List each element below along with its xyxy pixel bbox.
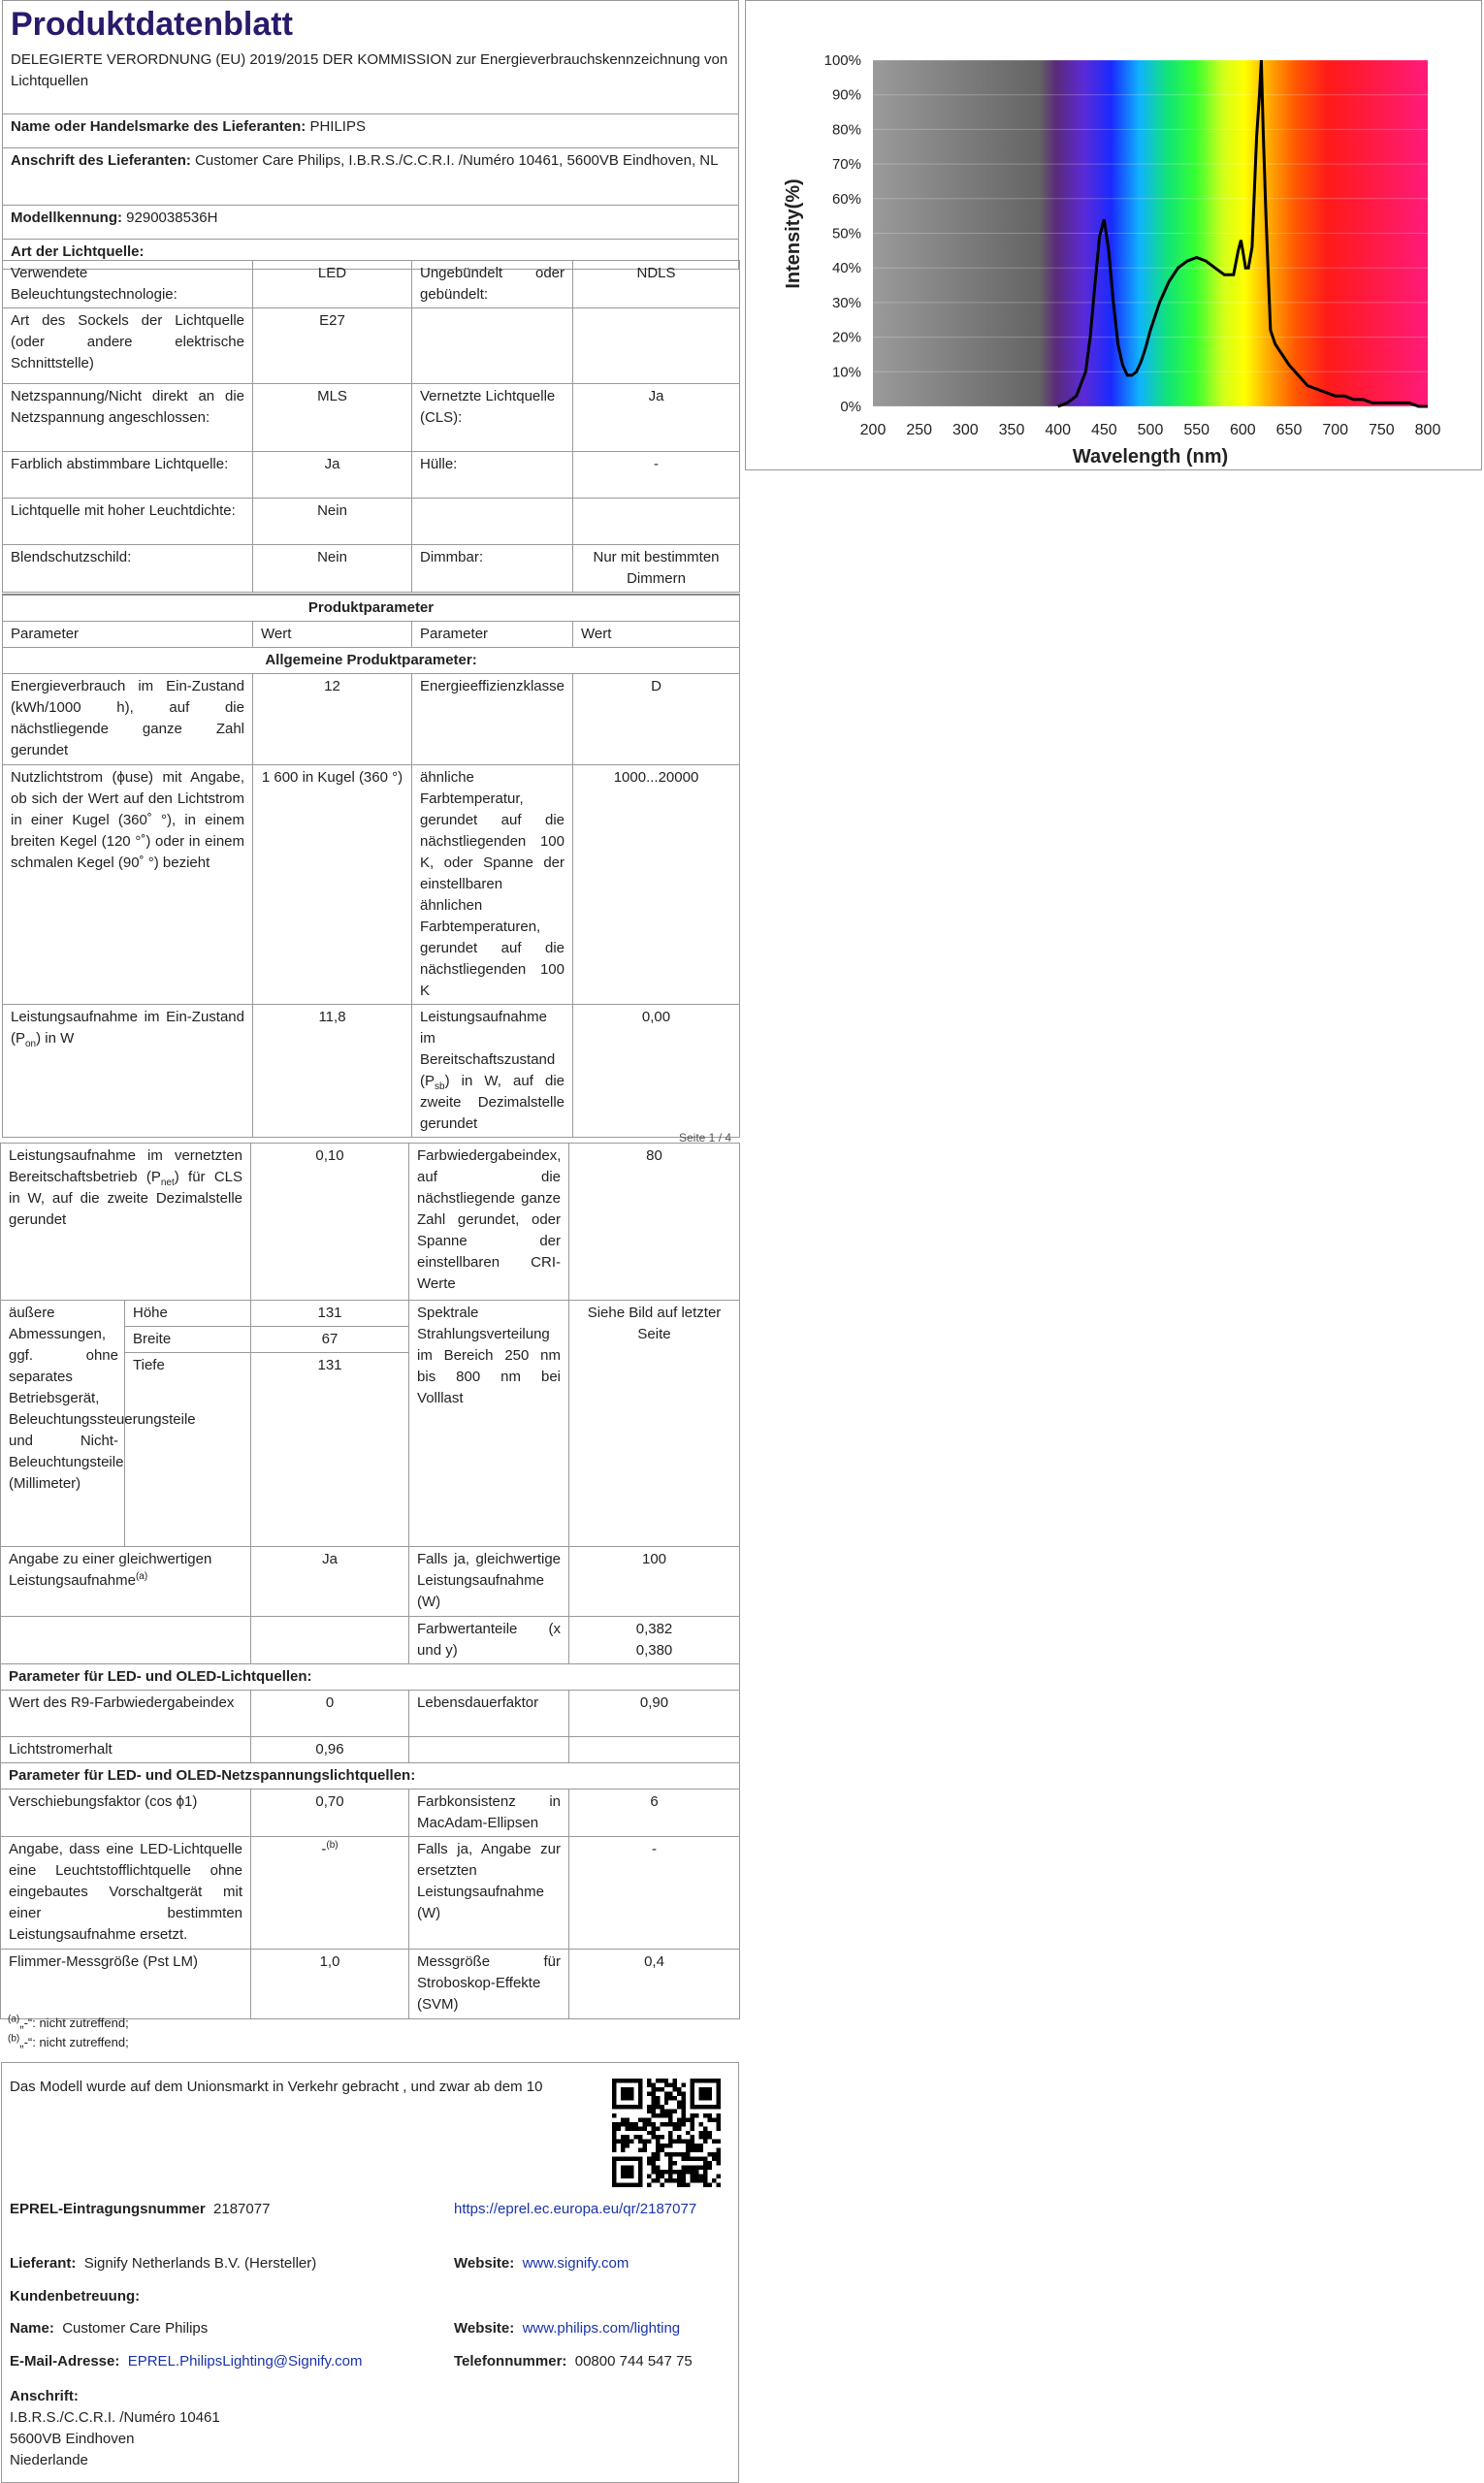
x-tick-label: 300 (952, 422, 979, 438)
param-label: Angabe zu einer gleichwertigen Leistungsaufnahme$^{(a)}$ (1, 1547, 251, 1617)
param-value: 0,00 (573, 1005, 740, 1138)
param-value: 11,8 (253, 1005, 412, 1138)
param-label: Art des Sockels der Lichtquelle (oder andere elektrische Schnittstelle) (3, 308, 253, 384)
param-value: 12 (253, 674, 412, 765)
param-value: 0,10 (251, 1144, 409, 1301)
param-label: Messgröße für Stroboskop-Effekte (SVM) (409, 1950, 569, 2019)
x-tick-label: 250 (906, 422, 933, 438)
param-value: 1,0 (251, 1950, 409, 2019)
param-value: Ja (253, 452, 412, 499)
header-table (2, 0, 739, 270)
x-axis-label: Wavelength (nm) (1072, 446, 1229, 468)
table-row (3, 261, 740, 308)
x-tick-label: 500 (1137, 422, 1164, 438)
param-label: Leistungsaufnahme im vernetzten Bereitschaftsbetrieb $(P_{net})$ für CLS in W, auf die zweite Dezimalstelle gerundet (1, 1144, 251, 1301)
table-row (3, 452, 740, 499)
param-label: Verwendete Beleuchtungstechnologie: (3, 261, 253, 308)
mains-heading: Parameter für LED- und OLED-Netzspannungslichtquellen: (1, 1763, 740, 1790)
eprel-label: EPREL-Eintragungsnummer (10, 2201, 206, 2217)
y-tick-label: 10% (831, 364, 861, 381)
param-value: 80 (569, 1144, 740, 1301)
param-value: Nein (253, 499, 412, 545)
param-value: Nur mit bestimmten Dimmern (573, 545, 740, 593)
table-row (3, 499, 740, 545)
col-header-param: Parameter (412, 622, 573, 648)
footnote-a: $^{(a)}$„-“: nicht zutreffend; (8, 2014, 129, 2030)
param-value: D (573, 674, 740, 765)
param-value: 0,90 (569, 1691, 740, 1737)
param-value: 0,70 (251, 1790, 409, 1837)
param-value: - (569, 1837, 740, 1950)
customer-website-link[interactable]: www.philips.com/lighting (522, 2320, 681, 2337)
qr-code[interactable] (612, 2079, 721, 2187)
email-link[interactable]: EPREL.PhilipsLighting@Signify.com (127, 2353, 363, 2370)
name-label: Name: (10, 2320, 54, 2337)
param-label: Falls ja, Angabe zur ersetzten Leistungsaufnahme (W) (409, 1837, 569, 1950)
height-label: Höhe (125, 1301, 251, 1327)
x-tick-label: 700 (1322, 422, 1349, 438)
address-line: 5600VB Eindhoven (10, 2431, 135, 2447)
height-value: 131 (251, 1301, 409, 1327)
param-value (573, 499, 740, 545)
email-label: E-Mail-Adresse: (10, 2353, 120, 2370)
params-table (2, 594, 740, 1138)
param-value: Nein (253, 545, 412, 593)
param-label: Angabe, dass eine LED-Lichtquelle eine Leuchtstofflichtquelle ohne eingebautes Vorschaltgerät mit einer bestimmten Leistungsaufnahme ersetzt. (1, 1837, 251, 1950)
param-value: Ja (251, 1547, 409, 1617)
type-table (2, 260, 740, 593)
width-label: Breite (125, 1327, 251, 1353)
x-tick-label: 600 (1229, 422, 1256, 438)
phone-label: Telefonnummer: (454, 2353, 567, 2370)
market-text: Das Modell wurde auf dem Unionsmarkt in Verkehr gebracht , und zwar ab dem 10 (10, 2079, 543, 2095)
table-row (1, 1301, 740, 1327)
spectrum-chart (745, 0, 1482, 470)
chart-svg (746, 1, 1483, 471)
param-label: Falls ja, gleichwertige Leistungsaufnahme (W) (409, 1547, 569, 1617)
y-tick-label: 100% (823, 52, 861, 69)
page-number: Seite 1 / 4 (679, 1131, 732, 1145)
table-row (1, 1737, 740, 1763)
table-row (1, 1617, 740, 1664)
x-tick-label: 650 (1275, 422, 1303, 438)
param-label: Ungebündelt oder gebündelt: (412, 261, 573, 308)
supplier-value: PHILIPS (309, 118, 366, 135)
param-label (412, 499, 573, 545)
param-label: Energieeffizienzklasse (412, 674, 573, 765)
footnotes (8, 2014, 129, 2052)
param-value: NDLS (573, 261, 740, 308)
regulation-text: DELEGIERTE VERORDNUNG (EU) 2019/2015 DER KOMMISSION zur Energieverbrauchskennzeichnung von Lichtquellen (3, 48, 739, 114)
address-lines (10, 2407, 220, 2471)
param-label: Netzspannung/Nicht direkt an die Netzspannung angeschlossen: (3, 384, 253, 452)
param-label: Lichtquelle mit hoher Leuchtdichte: (3, 499, 253, 545)
param-label: Flimmer-Messgröße (Pst LM) (1, 1950, 251, 2019)
y-tick-label: 90% (831, 86, 861, 104)
model-label: Modellkennung: (11, 210, 122, 226)
x-tick-label: 400 (1045, 422, 1072, 438)
y-tick-label: 30% (831, 294, 861, 311)
address-label: Anschrift des Lieferanten: (11, 152, 191, 169)
supplier-footer-label: Lieferant: (10, 2255, 77, 2272)
param-label: Leistungsaufnahme im Ein-Zustand $(P_{on})$ in W (3, 1005, 253, 1138)
supplier-website-link[interactable]: www.signify.com (522, 2255, 629, 2272)
eprel-value: 2187077 (213, 2201, 271, 2217)
param-value: Siehe Bild auf letzter Seite (569, 1301, 740, 1547)
table-row (3, 545, 740, 593)
address-value: Customer Care Philips, I.B.R.S./C.C.R.I. /Numéro 10461, 5600VB Eindhoven, NL (195, 152, 719, 169)
eprel-link[interactable]: https://eprel.ec.europa.eu/qr/2187077 (454, 2201, 697, 2217)
website2-label: Website: (454, 2320, 515, 2337)
param-value: MLS (253, 384, 412, 452)
table-row (1, 1790, 740, 1837)
x-tick-label: 800 (1414, 422, 1441, 438)
param-value: 0,96 (251, 1737, 409, 1763)
params-heading: Produktparameter (3, 595, 740, 622)
y-tick-label: 20% (831, 329, 861, 346)
param-label: Lebensdauerfaktor (409, 1691, 569, 1737)
phone-value: 00800 744 547 75 (574, 2353, 693, 2370)
header-block (2, 0, 739, 270)
x-tick-label: 750 (1368, 422, 1395, 438)
param-value: 0 (251, 1691, 409, 1737)
depth-label: Tiefe (125, 1353, 251, 1547)
param-value: 1 600 in Kugel (360 °) (253, 765, 412, 1005)
y-tick-label: 40% (831, 260, 861, 277)
param-label: Hülle: (412, 452, 573, 499)
width-value: 67 (251, 1327, 409, 1353)
param-label: Blendschutzschild: (3, 545, 253, 593)
y-tick-label: 0% (840, 399, 861, 415)
general-heading: Allgemeine Produktparameter: (3, 648, 740, 674)
param-value: LED (253, 261, 412, 308)
y-tick-label: 60% (831, 190, 861, 208)
param-label: Farblich abstimmbare Lichtquelle: (3, 452, 253, 499)
table-row (1, 1691, 740, 1737)
model-value: 9290038536H (126, 210, 218, 226)
address-footer-label: Anschrift: (10, 2388, 79, 2404)
table-row (3, 1005, 740, 1138)
param-value: E27 (253, 308, 412, 384)
param-label: Farbwertanteile (x und y) (409, 1617, 569, 1664)
param-value: 1000...20000 (573, 765, 740, 1005)
col-header-value: Wert (253, 622, 412, 648)
param-label: Energieverbrauch im Ein-Zustand (kWh/1000 h), auf die nächstliegende ganze Zahl gerundet (3, 674, 253, 765)
x-tick-label: 200 (859, 422, 887, 438)
y-tick-label: 70% (831, 156, 861, 174)
footnote-b: $^{(b)}$„-“: nicht zutreffend; (8, 2033, 129, 2049)
param-value: 100 (569, 1547, 740, 1617)
x-tick-label: 450 (1090, 422, 1117, 438)
y-axis-label: Intensity(%) (783, 178, 804, 289)
supplier-footer-value: Signify Netherlands B.V. (Hersteller) (83, 2255, 317, 2272)
depth-value: 131 (251, 1353, 409, 1547)
type-heading: Art der Lichtquelle: (3, 240, 739, 270)
table-row (3, 384, 740, 452)
param-label: Nutzlichtstrom (ϕuse) mit Angabe, ob sich der Wert auf den Lichtstrom in einer Kugel (360˚ °), in einem breiten Kegel (120 °˚) oder in einem schmalen Kegel (90˚ °) bezieht (3, 765, 253, 1005)
param-value: 0,4 (569, 1950, 740, 2019)
param-label: Vernetzte Lichtquelle (CLS): (412, 384, 573, 452)
page2-table (0, 1143, 740, 2019)
x-tick-label: 550 (1183, 422, 1210, 438)
param-value (573, 308, 740, 384)
param-label: Leistungsaufnahme im Bereitschaftszustand $(P_{sb})$ in W, auf die zweite Dezimalstelle gerundet (412, 1005, 573, 1138)
table-row (1, 1547, 740, 1617)
dimensions-label: äußere Abmessungen, ggf. ohne separates Betriebsgerät, Beleuchtungssteuerungsteile und Nicht-Beleuchtungsteile (Millimeter) (1, 1301, 125, 1547)
param-value: - (573, 452, 740, 499)
col-header-value: Wert (573, 622, 740, 648)
col-header-param: Parameter (3, 622, 253, 648)
table-row (1, 1144, 740, 1301)
param-label: Farbkonsistenz in MacAdam-Ellipsen (409, 1790, 569, 1837)
y-tick-label: 80% (831, 121, 861, 139)
param-label: Verschiebungsfaktor (cos ϕ1) (1, 1790, 251, 1837)
param-value: -$^{(b)}$ (251, 1837, 409, 1950)
param-value: 0,382 0,380 (569, 1617, 740, 1664)
table-row (3, 765, 740, 1005)
table-row (1, 1837, 740, 1950)
page-title: Produktdatenblatt (11, 6, 293, 43)
param-label: Lichtstromerhalt (1, 1737, 251, 1763)
param-label (412, 308, 573, 384)
param-label: ähnliche Farbtemperatur, gerundet auf die nächstliegenden 100 K, oder Spanne der einstellbaren ähnlichen Farbtemperaturen, gerundet auf die nächstliegenden 100 K (412, 765, 573, 1005)
supplier-label: Name oder Handelsmarke des Lieferanten: (11, 118, 306, 135)
table-row (1, 1950, 740, 2019)
customer-label: Kundenbetreuung: (10, 2288, 141, 2305)
param-value: 6 (569, 1790, 740, 1837)
table-row (3, 674, 740, 765)
table-row (3, 308, 740, 384)
param-label: Dimmbar: (412, 545, 573, 593)
x-tick-label: 350 (998, 422, 1025, 438)
name-value: Customer Care Philips (62, 2320, 209, 2337)
address-line: I.B.R.S./C.C.R.I. /Numéro 10461 (10, 2409, 220, 2426)
param-label: Wert des R9-Farbwiedergabeindex (1, 1691, 251, 1737)
website-label: Website: (454, 2255, 515, 2272)
param-label: Farbwiedergabeindex, auf die nächstliegende ganze Zahl gerundet, oder Spanne der einstellbaren CRI-Werte (409, 1144, 569, 1301)
y-tick-label: 50% (831, 225, 861, 242)
param-label: Spektrale Strahlungsverteilung im Bereich 250 nm bis 800 nm bei Volllast (409, 1301, 569, 1547)
param-value: Ja (573, 384, 740, 452)
address-line: Niederlande (10, 2452, 88, 2468)
led-heading: Parameter für LED- und OLED-Lichtquellen: (1, 1664, 740, 1691)
